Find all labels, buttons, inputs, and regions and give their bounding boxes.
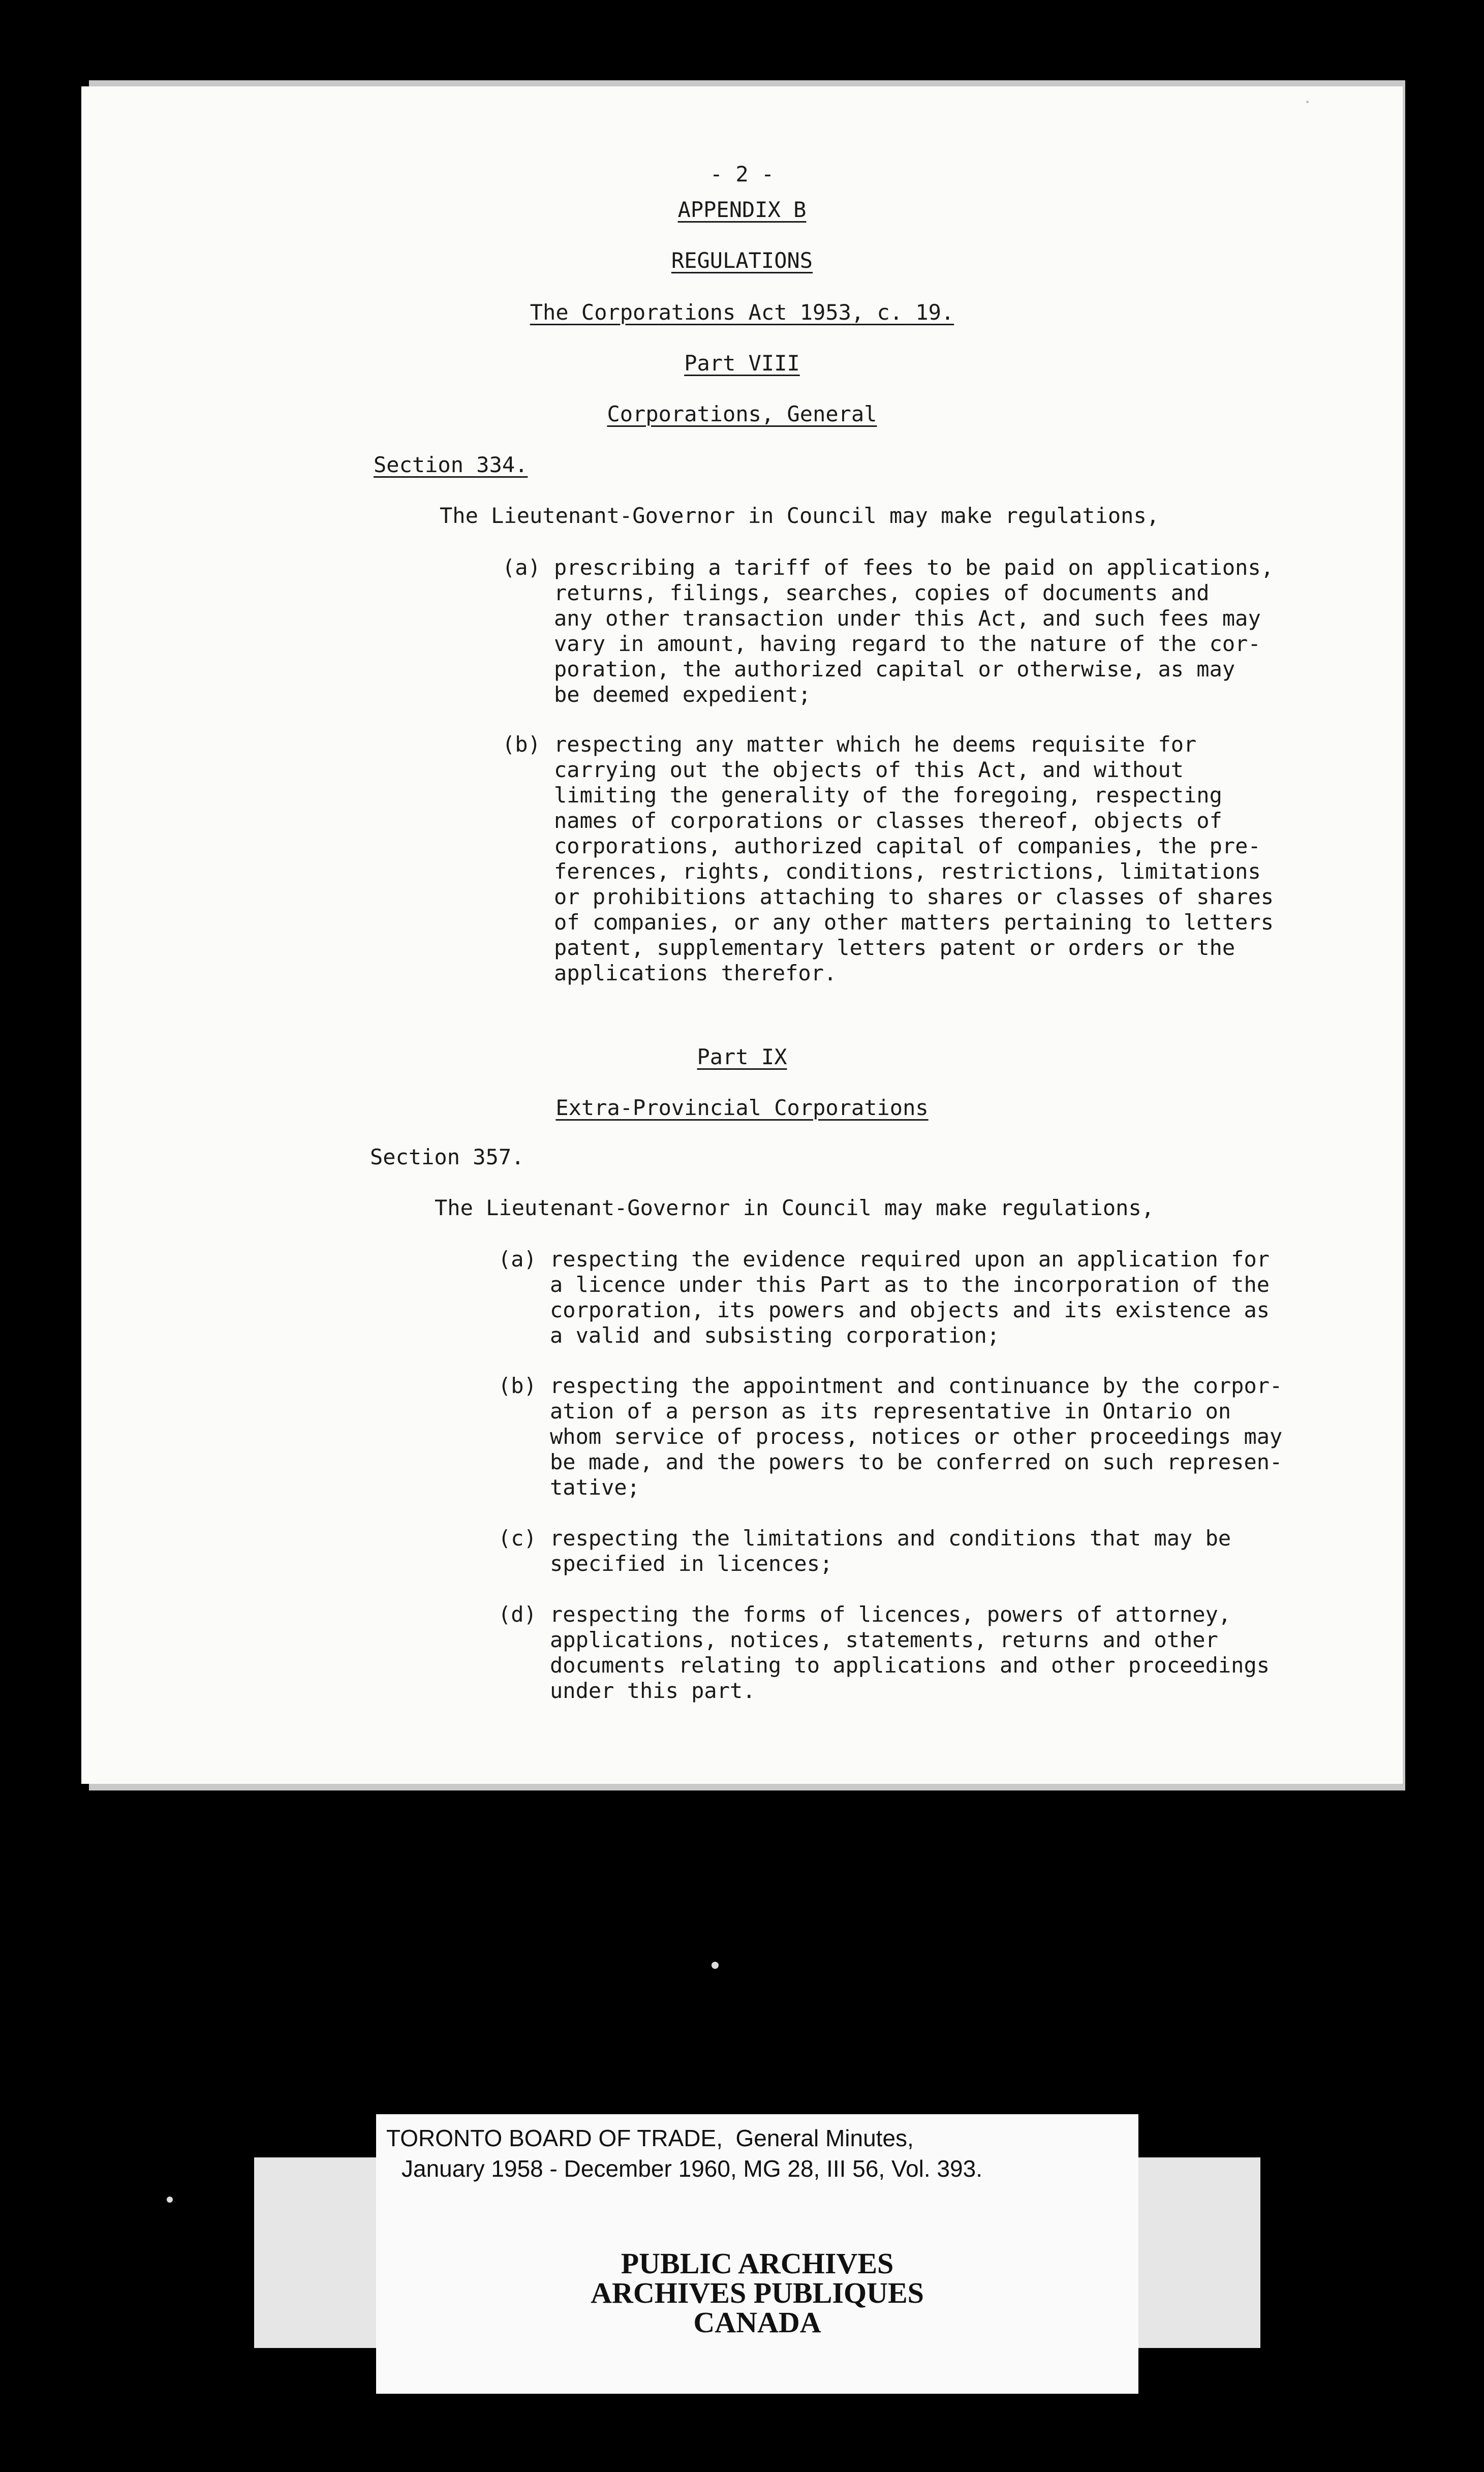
text-line: names of corporations or classes thereof, objects of [554,808,1222,833]
part9-item-a-letter: (a) [498,1247,537,1272]
text-line: corporation, its powers and objects and its existence as [550,1297,1270,1322]
appendix-heading [81,197,1403,223]
text-line: any other transaction under this Act, and such fees may [554,606,1261,631]
regulations-heading [81,248,1403,273]
part8-section [374,452,528,478]
text-line: respecting the appointment and continuance by the corpor- [550,1373,1283,1398]
text-line: documents relating to applications and other proceedings [550,1653,1270,1678]
part9-title [81,1044,1403,1070]
text-line: corporations, authorized capital of companies, the pre- [554,833,1261,858]
part8-subtitle [81,401,1403,427]
part8-title-text: Part VIII [684,351,800,376]
part9-section: Section 357. [370,1145,524,1169]
regulations-heading-text: REGULATIONS [671,248,813,273]
text-line: vary in amount, having regard to the nature of the cor- [554,631,1261,656]
archive-source-label [376,2114,1138,2231]
text-line: whom service of process, notices or other proceedings may [550,1424,1283,1449]
scan-speck [712,1962,719,1969]
text-line: respecting the limitations and conditions that may be [550,1526,1231,1551]
part8-subtitle-text: Corporations, General [607,401,877,426]
text-line: respecting the evidence required upon an application for [550,1247,1270,1272]
part8-item-b-text [554,732,1274,986]
part9-title-text: Part IX [697,1044,787,1069]
part8-intro: The Lieutenant-Governor in Council may make regulations, [440,503,1160,528]
archive-source-line1: TORONTO BOARD OF TRADE, General Minutes, [386,2125,914,2151]
text-line: carrying out the objects of this Act, and without [554,757,1184,782]
part8-title [81,351,1403,376]
text-line: ferences, rights, conditions, restrictions, limitations [554,859,1261,884]
archive-source-line2: January 1958 - December 1960, MG 28, III 56, Vol. 393. [401,2155,982,2182]
scan-speck [1306,101,1309,103]
text-line: respecting any matter which he deems requisite for [554,732,1197,757]
page-number: - 2 - [709,162,775,187]
part9-item-d-letter: (d) [498,1602,537,1627]
archive-stamp-line1: PUBLIC ARCHIVES [621,2247,894,2280]
archive-stamp-line3: CANADA [693,2306,821,2339]
text-line: limiting the generality of the foregoing, respecting [554,783,1222,808]
part9-item-d-text [550,1602,1270,1704]
document-page [81,86,1403,1784]
text-line: be deemed expedient; [554,682,811,707]
archive-stamp [376,2231,1138,2394]
act-title-text: The Corporations Act 1953, c. 19. [530,300,954,325]
text-line: specified in licences; [550,1551,833,1576]
text-line: under this part. [550,1678,756,1703]
text-line: tative; [550,1475,640,1500]
part9-item-b-text [550,1373,1282,1500]
part9-item-b-letter: (b) [498,1373,537,1398]
text-line: respecting the forms of licences, powers of attorney, [550,1602,1231,1627]
part8-item-a-letter: (a) [502,555,541,580]
part8-item-a-text [554,555,1274,707]
part9-subtitle-text: Extra-Provincial Corporations [555,1095,929,1120]
scan-speck [167,2197,173,2203]
part9-subtitle [81,1095,1403,1121]
appendix-heading-text: APPENDIX B [677,197,807,222]
text-line: or prohibitions attaching to shares or classes of shares [554,884,1274,909]
text-line: be made, and the powers to be conferred on such represen- [550,1449,1283,1474]
part9-intro: The Lieutenant-Governor in Council may make regulations, [435,1195,1155,1220]
text-line: a valid and subsisting corporation; [550,1323,1000,1348]
text-line: returns, filings, searches, copies of documents and [554,580,1210,605]
text-line: patent, supplementary letters patent or orders or the [554,935,1235,960]
part9-item-c-text [550,1526,1231,1577]
part8-section-text: Section 334. [374,452,528,477]
archive-stamp-line2: ARCHIVES PUBLIQUES [591,2276,924,2309]
text-line: a licence under this Part as to the incorporation of the [550,1272,1270,1297]
text-line: poration, the authorized capital or otherwise, as may [554,657,1235,682]
act-title [81,300,1403,325]
text-line: of companies, or any other matters pertaining to letters [554,910,1274,935]
text-line: ation of a person as its representative in Ontario on [550,1399,1231,1424]
part8-item-b-letter: (b) [502,732,541,757]
text-line: applications therefor. [554,961,837,985]
text-line: applications, notices, statements, returns and other [550,1627,1218,1652]
part9-item-c-letter: (c) [498,1526,537,1551]
part9-item-a-text [550,1247,1270,1348]
text-line: prescribing a tariff of fees to be paid on applications, [554,555,1274,580]
